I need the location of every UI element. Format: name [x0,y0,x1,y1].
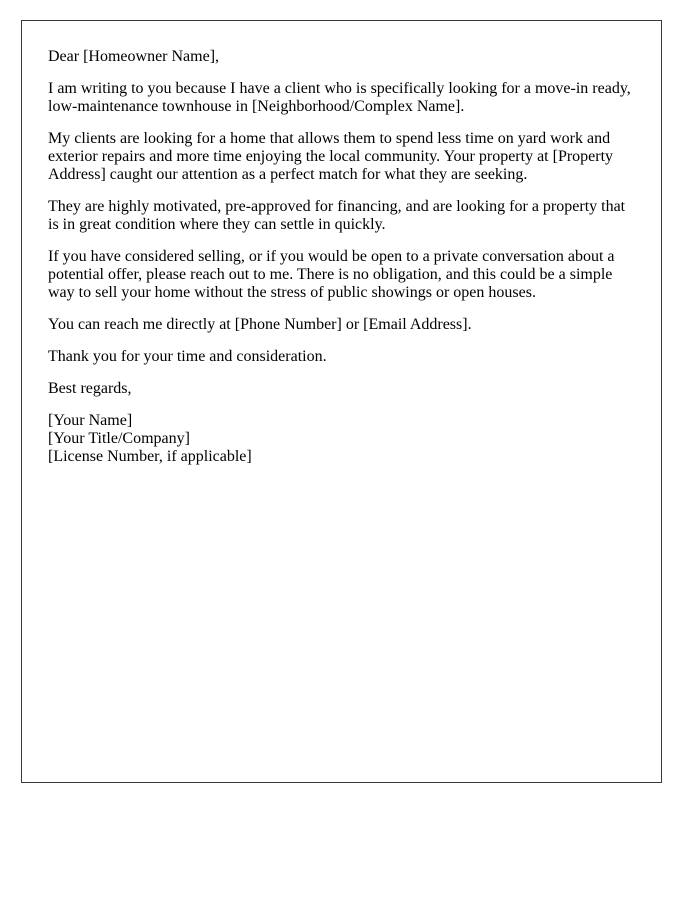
signature-line-license: [License Number, if applicable] [48,448,252,465]
salutation: Dear [Homeowner Name], [48,48,220,65]
paragraph-thanks: Thank you for your time and consideration. [48,348,327,365]
letter-page [21,20,662,783]
paragraph-intro: I am writing to you because I have a client who is specifically looking for a move-in ready, low-maintenance townhouse in [Neighborhood/Complex Name]. [48,80,631,115]
signature-line-name: [Your Name] [48,412,133,429]
signature-line-title-company: [Your Title/Company] [48,430,190,447]
paragraph-client-needs: My clients are looking for a home that allows them to spend less time on yard work and exterior repairs and more time enjoying the local community. Your property at [Property Address] caught our attention as a perfect match for what they are seeking. [48,130,614,183]
signature-block [48,412,636,466]
closing: Best regards, [48,380,132,397]
paragraph-call-to-action: If you have considered selling, or if you would be open to a private conversation about a potential offer, please reach out to me. There is no obligation, and this could be a simple way to sell your home without the stress of public showings or open houses. [48,248,615,301]
paragraph-buyer-motivation: They are highly motivated, pre-approved for financing, and are looking for a property that is in great condition where they can settle in quickly. [48,198,626,233]
paragraph-contact-info: You can reach me directly at [Phone Number] or [Email Address]. [48,316,472,333]
